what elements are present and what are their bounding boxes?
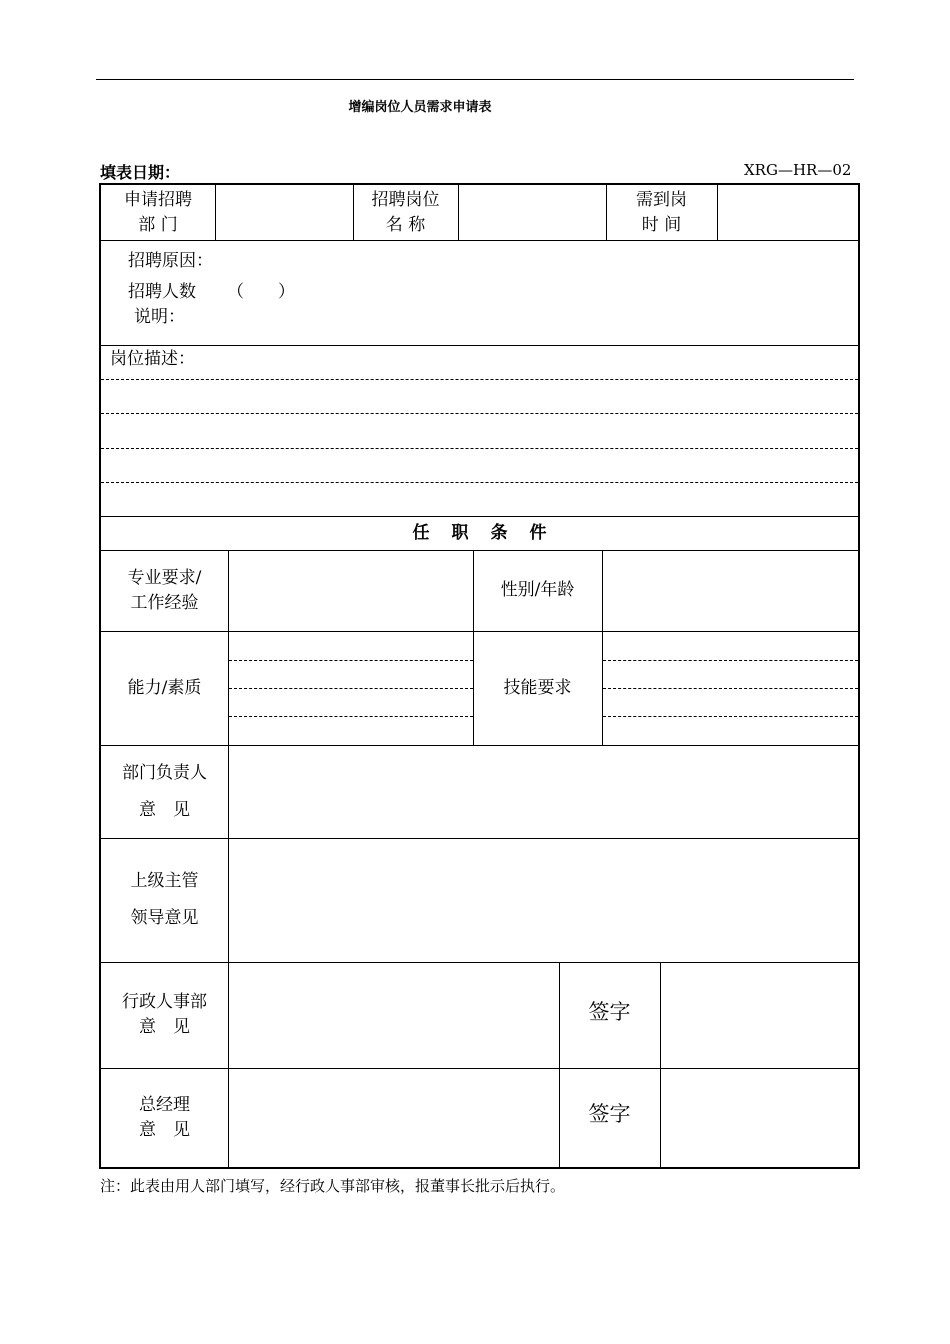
- ability-label: 能力/素质: [127, 677, 202, 698]
- dept-label-line1: 申请招聘: [124, 189, 192, 210]
- dept-head-label: [101, 745, 228, 838]
- admin-sign-field[interactable]: [661, 962, 858, 1068]
- gm-label-line2: 意 见: [139, 1119, 190, 1140]
- dashed-line: [101, 482, 858, 483]
- superior-opinion-field[interactable]: [229, 838, 858, 962]
- row-divider: [101, 345, 858, 346]
- explain-label: 说明：: [134, 307, 185, 327]
- fill-date-label: 填表日期：: [100, 163, 181, 182]
- arrival-time-field[interactable]: [717, 185, 858, 240]
- row-divider: [101, 240, 858, 241]
- time-label-line2: 时 间: [641, 214, 682, 235]
- gm-sign-field[interactable]: [661, 1068, 858, 1167]
- superior-label-line2: 领导意见: [130, 908, 199, 928]
- dept-label: [101, 185, 215, 240]
- gm-opinion-field[interactable]: [229, 1068, 559, 1167]
- dashed-line: [101, 379, 858, 380]
- major-label-line2: 工作经验: [130, 592, 199, 613]
- dept-head-opinion-field[interactable]: [229, 745, 858, 838]
- post-label: [353, 185, 458, 240]
- gm-label: [101, 1068, 228, 1167]
- post-label-line1: 招聘岗位: [371, 189, 440, 210]
- dashed-line: [101, 448, 858, 449]
- admin-hr-label: [101, 962, 228, 1068]
- dept-head-label-line1: 部门负责人: [122, 762, 207, 783]
- count-field[interactable]: （ ）: [227, 282, 295, 302]
- time-label-line1: 需到岗: [636, 189, 687, 210]
- skill-label: 技能要求: [503, 677, 572, 698]
- admin-hr-label-line1: 行政人事部: [122, 992, 207, 1012]
- admin-hr-label-line2: 意 见: [139, 1017, 190, 1037]
- count-label: 招聘人数: [128, 282, 196, 302]
- dashed-line: [229, 660, 473, 661]
- dashed-line: [603, 688, 858, 689]
- dept-head-label-line2: 意 见: [139, 799, 190, 820]
- post-label-line2: 名 称: [385, 214, 426, 235]
- dashed-line: [603, 660, 858, 661]
- major-field[interactable]: [229, 550, 473, 631]
- reason-label: 招聘原因：: [128, 251, 213, 271]
- dept-field[interactable]: [215, 185, 353, 240]
- major-label: [101, 550, 228, 631]
- gender-age-field[interactable]: [603, 550, 858, 631]
- conditions-heading: 任职条件: [412, 522, 569, 543]
- dept-label-line2: 部 门: [138, 214, 178, 235]
- admin-hr-opinion-field[interactable]: [229, 962, 559, 1068]
- form-code: XRG—HR—02: [744, 161, 852, 179]
- description-label: 岗位描述：: [110, 349, 195, 369]
- superior-label: [101, 838, 228, 962]
- dashed-line: [229, 716, 473, 717]
- dashed-line: [603, 716, 858, 717]
- major-label-line1: 专业要求/: [127, 567, 202, 588]
- dashed-line: [101, 413, 858, 414]
- gm-label-line1: 总经理: [139, 1094, 190, 1115]
- form-table: [99, 183, 860, 1169]
- gender-age-label: 性别/年龄: [500, 580, 575, 600]
- admin-sign-label: 签字: [588, 999, 631, 1024]
- superior-label-line1: 上级主管: [130, 871, 199, 891]
- form-title: 增编岗位人员需求申请表: [348, 100, 492, 115]
- dashed-line: [229, 688, 473, 689]
- top-rule: [96, 79, 854, 80]
- footnote: 注：此表由用人部门填写，经行政人事部审核，报董事长批示后执行。: [100, 1177, 566, 1195]
- post-field[interactable]: [458, 185, 606, 240]
- gm-sign-label: 签字: [588, 1101, 631, 1126]
- arrival-time-label: [606, 185, 717, 240]
